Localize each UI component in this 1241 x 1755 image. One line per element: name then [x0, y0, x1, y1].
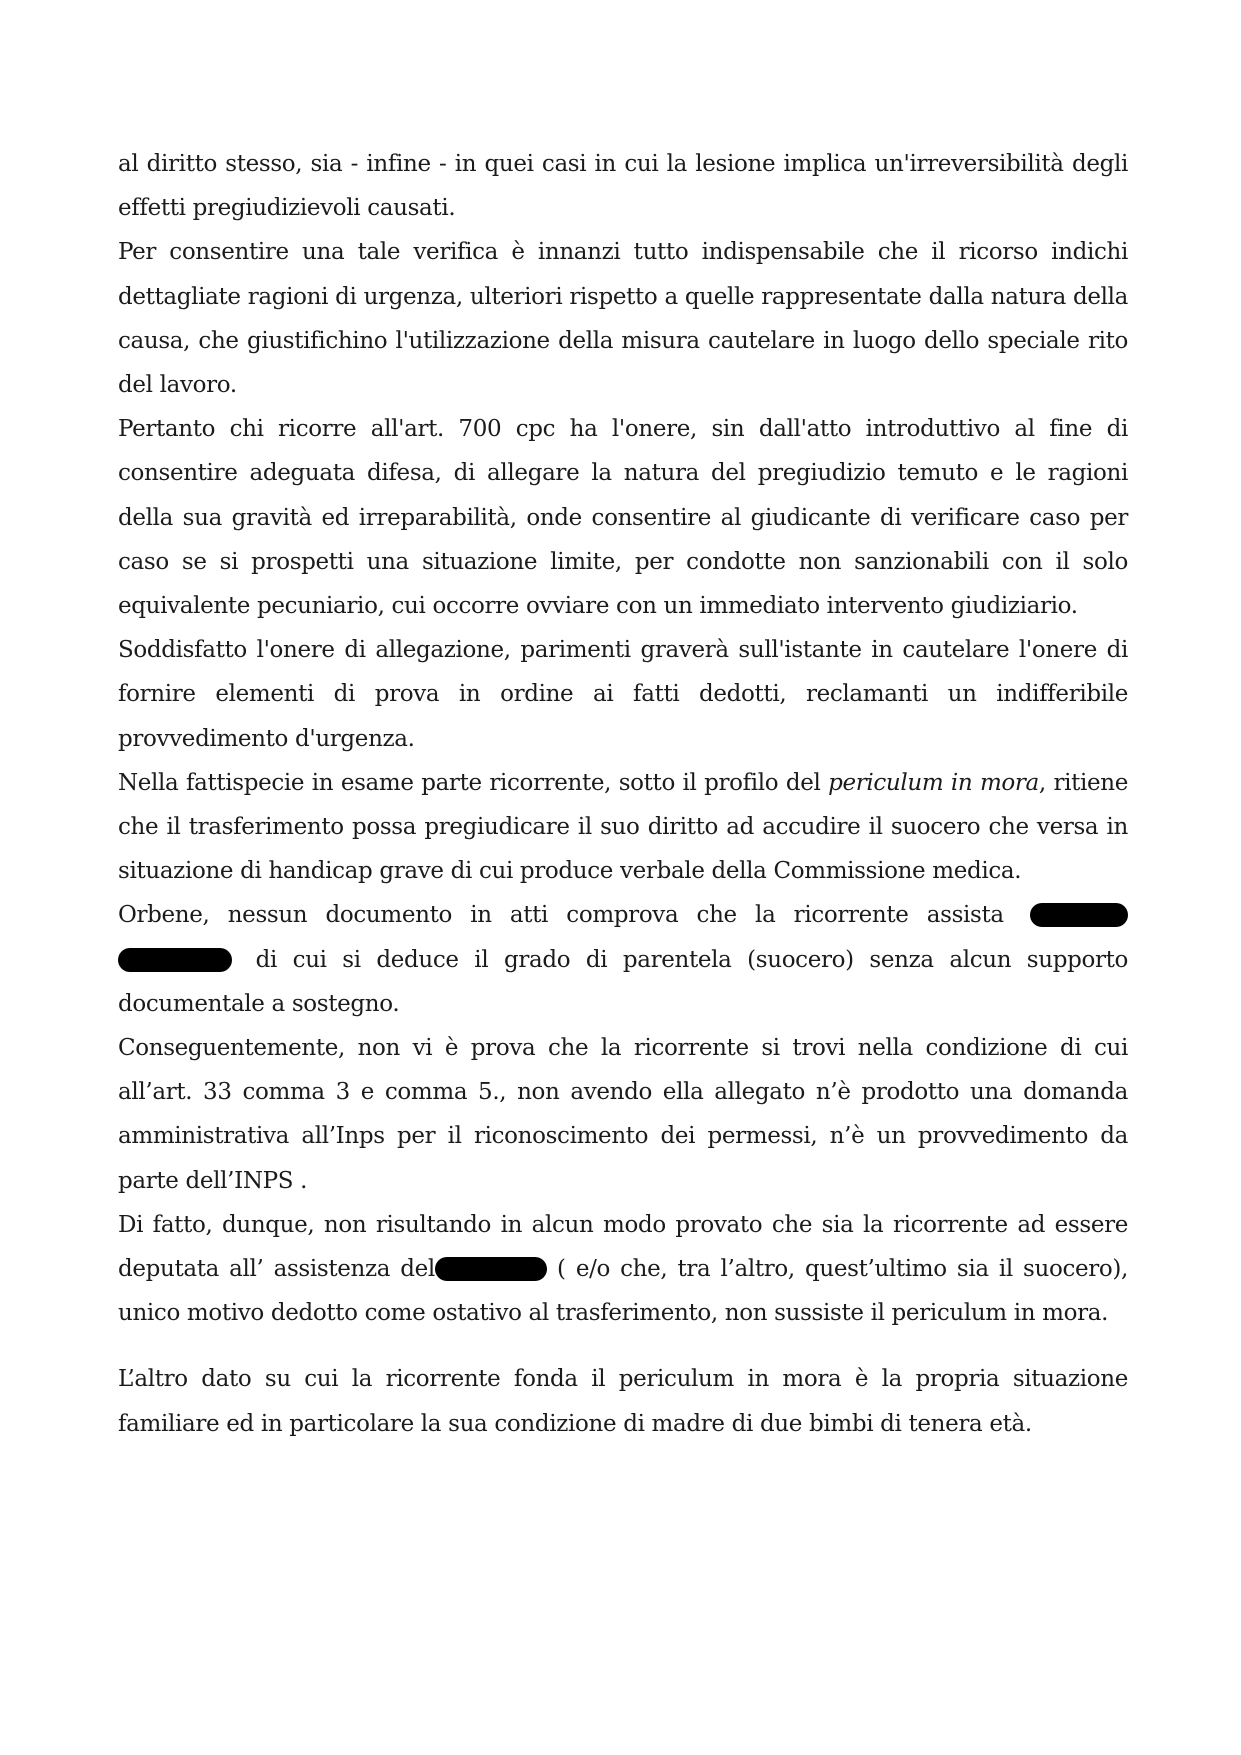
paragraph-6-text-a: Orbene, nessun documento in atti comprova che la ricorrente assista [118, 902, 1004, 929]
paragraph-7: Conseguentemente, non vi è prova che la ricorrente si trovi nella condizione di cui all’art. 33 comma 3 e comma 5., non avendo ella allegato n’è prodotto una domanda amministrativa all’Inps per il riconoscimento dei permessi, n’è un provvedimento da parte dell’INPS . [118, 1035, 1128, 1194]
paragraph-8 [118, 1203, 1128, 1336]
paragraph-6-text-b: di cui si deduce il grado di parentela (suocero) senza alcun supporto documentale a sostegno. [118, 946, 1128, 1017]
periculum-in-mora-italic: periculum in mora [828, 769, 1039, 796]
redaction-mark [118, 948, 232, 972]
paragraph-5 [118, 761, 1128, 894]
paragraph-1: al diritto stesso, sia - infine - in quei casi in cui la lesione implica un'irreversibilità degli effetti pregiudizievoli causati. [118, 151, 1128, 222]
paragraph-5-text-c: , ritiene che il trasferimento possa pregiudicare il suo diritto ad accudire il suocero che versa in situazione di handicap grave di cui produce verbale della Commissione medica. [118, 769, 1128, 885]
paragraph-6 [118, 893, 1128, 1026]
paragraph-8-text-b: ( e/o che, tra l’altro, quest’ultimo sia il suocero), unico motivo dedotto come ostativo al trasferimento, non sussiste il periculum in mora. [118, 1256, 1128, 1327]
redaction-mark [1030, 903, 1128, 927]
paragraph-9: L’altro dato su cui la ricorrente fonda il periculum in mora è la propria situazione familiare ed in particolare la sua condizione di madre di due bimbi di tenera età. [118, 1366, 1128, 1437]
paragraph-4: Soddisfatto l'onere di allegazione, parimenti graverà sull'istante in cautelare l'onere di fornire elementi di prova in ordine ai fatti dedotti, reclamanti un indifferibile provvedimento d'urgenza. [118, 637, 1128, 752]
paragraph-8-text-a: Di fatto, dunque, non risultando in alcun modo provato che sia la ricorrente ad essere deputata all’ assistenza del [118, 1211, 1128, 1283]
paragraph-3: Pertanto chi ricorre all'art. 700 cpc ha l'onere, sin dall'atto introduttivo al fine di consentire adeguata difesa, di allegare la natura del pregiudizio temuto e le ragioni della sua gravità ed irreparabilità, onde consentire al giudicante di verificare caso per caso se si prospetti una situazione limite, per condotte non sanzionabili con il solo equivalente pecuniario, cui occorre ovviare con un immediato intervento giudiziario. [118, 416, 1128, 620]
redaction-mark [435, 1257, 547, 1281]
paragraph-2: Per consentire una tale verifica è innanzi tutto indispensabile che il ricorso indichi dettagliate ragioni di urgenza, ulteriori rispetto a quelle rappresentate dalla natura della causa, che giustifichino l'utilizzazione della misura cautelare in luogo dello speciale rito del lavoro. [118, 239, 1128, 399]
paragraph-5-text-a: Nella fattispecie in esame parte ricorrente, sotto il profilo del [118, 769, 829, 796]
document-body [118, 142, 1128, 1446]
